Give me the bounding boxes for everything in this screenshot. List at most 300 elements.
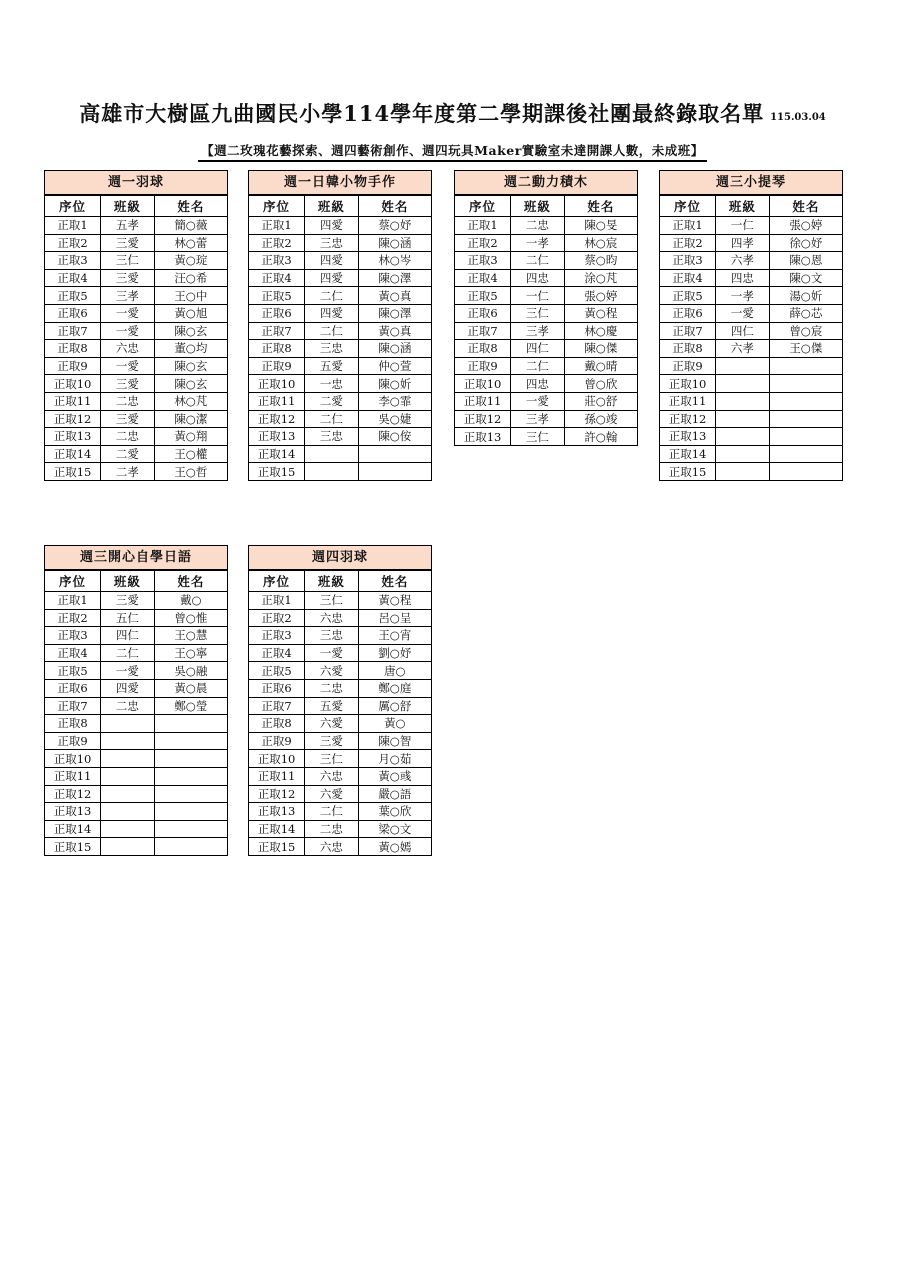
- name-cell: 黃○真: [358, 322, 431, 340]
- rank-cell: 正取3: [45, 627, 101, 645]
- table-row: [455, 217, 637, 235]
- column-header: 班級: [511, 196, 565, 217]
- rank-cell: 正取5: [45, 287, 101, 305]
- table-row: [249, 715, 431, 733]
- class-cell: 六愛: [305, 662, 359, 680]
- club-table-tue-power-blocks: [454, 170, 638, 446]
- name-cell: 戴○: [154, 592, 227, 610]
- table-row: [455, 252, 637, 270]
- name-cell: 張○婷: [769, 217, 842, 235]
- class-cell: 三愛: [101, 592, 155, 610]
- name-cell: 李○霏: [358, 392, 431, 410]
- class-cell: 四仁: [716, 322, 770, 340]
- table-row: [249, 357, 431, 375]
- rank-cell: 正取15: [45, 463, 101, 481]
- name-cell: 孫○竣: [564, 410, 637, 428]
- rank-cell: 正取5: [249, 287, 305, 305]
- rank-cell: 正取5: [455, 287, 511, 305]
- table-row: [45, 679, 227, 697]
- table-row: [45, 838, 227, 856]
- rank-cell: 正取13: [249, 803, 305, 821]
- name-cell: 曾○欣: [564, 375, 637, 393]
- column-header: 姓名: [769, 196, 842, 217]
- name-cell: 陳○潔: [154, 410, 227, 428]
- class-cell: 三忠: [305, 234, 359, 252]
- rank-cell: 正取8: [249, 715, 305, 733]
- class-cell: 二忠: [101, 428, 155, 446]
- class-cell: 一仁: [716, 217, 770, 235]
- column-header: 序位: [660, 196, 716, 217]
- class-cell: 一忠: [305, 375, 359, 393]
- name-cell: [154, 732, 227, 750]
- table-row: [249, 322, 431, 340]
- rank-cell: 正取7: [660, 322, 716, 340]
- rank-cell: 正取7: [45, 322, 101, 340]
- class-cell: 一愛: [305, 644, 359, 662]
- class-cell: 二仁: [511, 357, 565, 375]
- class-cell: [101, 750, 155, 768]
- class-cell: 六忠: [101, 340, 155, 358]
- column-header-row: [249, 196, 431, 217]
- class-cell: 三愛: [101, 234, 155, 252]
- name-cell: [154, 785, 227, 803]
- name-cell: [154, 715, 227, 733]
- class-cell: 三仁: [101, 252, 155, 270]
- table-row: [660, 217, 842, 235]
- table-row: [249, 785, 431, 803]
- note-text: 【週二玫瑰花藝探索、週四藝術創作、週四玩具Maker實驗室未達開課人數，未成班】: [198, 141, 707, 162]
- club-table-mon-jk-handcraft: [248, 170, 432, 481]
- table-row: [45, 375, 227, 393]
- name-cell: 陳○玄: [154, 375, 227, 393]
- table-row: [45, 252, 227, 270]
- class-cell: 六愛: [305, 785, 359, 803]
- name-cell: 蔡○昀: [564, 252, 637, 270]
- class-cell: 三孝: [511, 410, 565, 428]
- name-cell: 月○茹: [358, 750, 431, 768]
- rank-cell: 正取12: [45, 410, 101, 428]
- rank-cell: 正取9: [45, 732, 101, 750]
- table-row: [249, 750, 431, 768]
- table-row: [455, 375, 637, 393]
- name-cell: 曾○宸: [769, 322, 842, 340]
- name-cell: 陳○涵: [358, 340, 431, 358]
- table-row: [249, 662, 431, 680]
- class-cell: 三忠: [305, 428, 359, 446]
- name-cell: 厲○舒: [358, 697, 431, 715]
- class-cell: 三愛: [305, 732, 359, 750]
- class-cell: 六孝: [716, 340, 770, 358]
- column-header-row: [455, 196, 637, 217]
- class-cell: 三忠: [305, 627, 359, 645]
- table-row: [249, 375, 431, 393]
- table-row: [249, 340, 431, 358]
- name-cell: 陳○侒: [358, 428, 431, 446]
- class-cell: 三仁: [305, 592, 359, 610]
- class-cell: 六愛: [305, 715, 359, 733]
- rank-cell: 正取4: [660, 269, 716, 287]
- name-cell: 陳○妡: [358, 375, 431, 393]
- rank-cell: 正取9: [45, 357, 101, 375]
- table-row: [455, 392, 637, 410]
- class-cell: 四仁: [511, 340, 565, 358]
- column-header: 姓名: [154, 571, 227, 592]
- column-header: 班級: [305, 196, 359, 217]
- table-row: [660, 357, 842, 375]
- class-cell: [716, 463, 770, 481]
- name-cell: [154, 820, 227, 838]
- name-cell: 薛○芯: [769, 304, 842, 322]
- name-cell: 陳○涵: [358, 234, 431, 252]
- class-cell: 三愛: [101, 269, 155, 287]
- column-header: 班級: [101, 196, 155, 217]
- table-row: [249, 732, 431, 750]
- table-row: [660, 445, 842, 463]
- name-cell: 陳○文: [769, 269, 842, 287]
- rank-cell: 正取12: [249, 410, 305, 428]
- name-cell: 汪○希: [154, 269, 227, 287]
- class-cell: [716, 357, 770, 375]
- table-row: [455, 428, 637, 446]
- table-row: [455, 322, 637, 340]
- class-cell: 六孝: [716, 252, 770, 270]
- table-title-mon-jk-handcraft: 週一日韓小物手作: [249, 171, 431, 195]
- name-cell: 呂○呈: [358, 609, 431, 627]
- name-cell: [769, 357, 842, 375]
- name-cell: 林○蕾: [154, 234, 227, 252]
- rank-cell: 正取15: [660, 463, 716, 481]
- rank-cell: 正取10: [455, 375, 511, 393]
- rank-cell: 正取6: [45, 679, 101, 697]
- column-header: 序位: [45, 571, 101, 592]
- table-row: [45, 715, 227, 733]
- class-cell: 五孝: [101, 217, 155, 235]
- class-cell: 四忠: [716, 269, 770, 287]
- column-header: 班級: [305, 571, 359, 592]
- column-header: 姓名: [564, 196, 637, 217]
- name-cell: 王○慧: [154, 627, 227, 645]
- class-cell: 三仁: [511, 304, 565, 322]
- name-cell: 鄭○庭: [358, 679, 431, 697]
- name-cell: 黃○旭: [154, 304, 227, 322]
- table-row: [45, 287, 227, 305]
- column-header: 姓名: [358, 196, 431, 217]
- class-cell: [716, 445, 770, 463]
- rank-cell: 正取9: [660, 357, 716, 375]
- table-row: [45, 697, 227, 715]
- rank-cell: 正取11: [660, 392, 716, 410]
- table-row: [45, 428, 227, 446]
- rank-cell: 正取14: [45, 445, 101, 463]
- class-cell: 一愛: [101, 322, 155, 340]
- rank-cell: 正取13: [249, 428, 305, 446]
- rank-cell: 正取5: [45, 662, 101, 680]
- class-cell: [101, 767, 155, 785]
- table-row: [249, 644, 431, 662]
- name-cell: 戴○晴: [564, 357, 637, 375]
- name-cell: 王○寧: [154, 644, 227, 662]
- name-cell: 湯○妡: [769, 287, 842, 305]
- class-cell: 一愛: [101, 662, 155, 680]
- rank-cell: 正取12: [249, 785, 305, 803]
- rank-cell: 正取4: [249, 269, 305, 287]
- rank-cell: 正取15: [45, 838, 101, 856]
- class-cell: [716, 410, 770, 428]
- rank-cell: 正取2: [45, 609, 101, 627]
- rank-cell: 正取11: [249, 767, 305, 785]
- name-cell: [769, 445, 842, 463]
- rank-cell: 正取7: [249, 322, 305, 340]
- rank-cell: 正取10: [249, 750, 305, 768]
- rank-cell: 正取3: [45, 252, 101, 270]
- table-row: [660, 304, 842, 322]
- table-row: [45, 820, 227, 838]
- name-cell: [154, 750, 227, 768]
- table-row: [249, 820, 431, 838]
- table-row: [249, 410, 431, 428]
- table-row: [45, 750, 227, 768]
- document-note: [0, 140, 905, 162]
- rank-cell: 正取6: [660, 304, 716, 322]
- class-cell: 二仁: [101, 644, 155, 662]
- class-cell: 二仁: [305, 287, 359, 305]
- rank-cell: 正取11: [45, 392, 101, 410]
- table-row: [249, 838, 431, 856]
- table-row: [45, 445, 227, 463]
- rank-cell: 正取9: [455, 357, 511, 375]
- class-cell: 一仁: [511, 287, 565, 305]
- club-table-mon-badminton: [44, 170, 228, 481]
- class-cell: 四愛: [305, 252, 359, 270]
- table-row: [45, 322, 227, 340]
- name-cell: 黃○彧: [358, 767, 431, 785]
- rank-cell: 正取6: [45, 304, 101, 322]
- table-row: [249, 803, 431, 821]
- column-header: 姓名: [154, 196, 227, 217]
- name-cell: 鄭○瑩: [154, 697, 227, 715]
- table-row: [249, 609, 431, 627]
- class-cell: 四仁: [101, 627, 155, 645]
- rank-cell: 正取13: [660, 428, 716, 446]
- name-cell: 黃○程: [564, 304, 637, 322]
- class-cell: 三愛: [101, 410, 155, 428]
- table-row: [455, 234, 637, 252]
- rank-cell: 正取4: [45, 644, 101, 662]
- rank-cell: 正取1: [45, 592, 101, 610]
- name-cell: 梁○文: [358, 820, 431, 838]
- table-row: [660, 269, 842, 287]
- table-row: [45, 592, 227, 610]
- class-cell: [716, 428, 770, 446]
- table-title-thu-badminton: 週四羽球: [249, 546, 431, 570]
- name-cell: 黃○翔: [154, 428, 227, 446]
- name-cell: 王○傑: [769, 340, 842, 358]
- table-row: [45, 662, 227, 680]
- table-row: [660, 375, 842, 393]
- table-title-wed-japanese: 週三開心自學日語: [45, 546, 227, 570]
- table-row: [45, 410, 227, 428]
- table-row: [660, 463, 842, 481]
- rank-cell: 正取14: [249, 820, 305, 838]
- table-title-mon-badminton: 週一羽球: [45, 171, 227, 195]
- table-row: [455, 410, 637, 428]
- title-text: 高雄市大樹區九曲國民小學114學年度第二學期課後社團最終錄取名單: [79, 101, 765, 126]
- table-row: [249, 679, 431, 697]
- name-cell: 陳○玄: [154, 357, 227, 375]
- class-cell: 一愛: [716, 304, 770, 322]
- name-cell: 陳○恩: [769, 252, 842, 270]
- rank-cell: 正取11: [455, 392, 511, 410]
- rank-cell: 正取6: [249, 304, 305, 322]
- rank-cell: 正取11: [45, 767, 101, 785]
- table-row: [249, 287, 431, 305]
- name-cell: 黃○程: [358, 592, 431, 610]
- class-cell: [101, 803, 155, 821]
- rank-cell: 正取2: [249, 609, 305, 627]
- class-cell: 五愛: [305, 357, 359, 375]
- name-cell: 陳○旻: [564, 217, 637, 235]
- table-row: [45, 732, 227, 750]
- table-row: [45, 767, 227, 785]
- table-row: [249, 269, 431, 287]
- rank-cell: 正取3: [660, 252, 716, 270]
- table-row: [249, 767, 431, 785]
- rank-cell: 正取10: [249, 375, 305, 393]
- table-row: [249, 392, 431, 410]
- rank-cell: 正取2: [660, 234, 716, 252]
- class-cell: 一愛: [101, 304, 155, 322]
- name-cell: [154, 838, 227, 856]
- table-row: [660, 340, 842, 358]
- name-cell: 黃○琔: [154, 252, 227, 270]
- column-header: 序位: [45, 196, 101, 217]
- class-cell: 一孝: [511, 234, 565, 252]
- class-cell: 三仁: [305, 750, 359, 768]
- name-cell: [769, 375, 842, 393]
- rank-cell: 正取3: [249, 252, 305, 270]
- class-cell: 一愛: [101, 357, 155, 375]
- table-row: [249, 234, 431, 252]
- rank-cell: 正取8: [660, 340, 716, 358]
- rank-cell: 正取15: [249, 838, 305, 856]
- table-row: [249, 463, 431, 481]
- table-row: [455, 269, 637, 287]
- rank-cell: 正取1: [45, 217, 101, 235]
- rank-cell: 正取2: [455, 234, 511, 252]
- table-title-tue-power-blocks: 週二動力積木: [455, 171, 637, 195]
- class-cell: 二忠: [305, 679, 359, 697]
- name-cell: [769, 410, 842, 428]
- name-cell: 黃○嫣: [358, 838, 431, 856]
- class-cell: [305, 463, 359, 481]
- column-header: 序位: [249, 196, 305, 217]
- rank-cell: 正取12: [45, 785, 101, 803]
- class-cell: 二孝: [101, 463, 155, 481]
- rank-cell: 正取14: [660, 445, 716, 463]
- name-cell: 林○宸: [564, 234, 637, 252]
- class-cell: 四愛: [305, 304, 359, 322]
- table-row: [45, 627, 227, 645]
- name-cell: 陳○澤: [358, 304, 431, 322]
- name-cell: 黃○真: [358, 287, 431, 305]
- column-header-row: [249, 571, 431, 592]
- class-cell: 三孝: [101, 287, 155, 305]
- rank-cell: 正取14: [45, 820, 101, 838]
- table-row: [45, 217, 227, 235]
- name-cell: 黃○晨: [154, 679, 227, 697]
- class-cell: 三仁: [511, 428, 565, 446]
- name-cell: 唐○: [358, 662, 431, 680]
- class-cell: 二仁: [305, 322, 359, 340]
- table-row: [249, 627, 431, 645]
- table-row: [660, 428, 842, 446]
- class-cell: 一孝: [716, 287, 770, 305]
- rank-cell: 正取7: [249, 697, 305, 715]
- name-cell: 林○芃: [154, 392, 227, 410]
- document-title: [0, 98, 905, 128]
- rank-cell: 正取4: [45, 269, 101, 287]
- class-cell: 四愛: [101, 679, 155, 697]
- rank-cell: 正取13: [45, 803, 101, 821]
- rank-cell: 正取5: [660, 287, 716, 305]
- class-cell: 四愛: [305, 217, 359, 235]
- table-row: [45, 392, 227, 410]
- rank-cell: 正取9: [249, 357, 305, 375]
- club-table-wed-violin: [659, 170, 843, 481]
- document-date: 115.03.04: [770, 112, 826, 123]
- table-row: [660, 392, 842, 410]
- table-row: [249, 217, 431, 235]
- rank-cell: 正取9: [249, 732, 305, 750]
- table-row: [455, 304, 637, 322]
- club-table-thu-badminton: [248, 545, 432, 856]
- name-cell: 陳○玄: [154, 322, 227, 340]
- name-cell: 簡○薇: [154, 217, 227, 235]
- rank-cell: 正取1: [660, 217, 716, 235]
- name-cell: [358, 445, 431, 463]
- rank-cell: 正取6: [249, 679, 305, 697]
- name-cell: [769, 463, 842, 481]
- class-cell: 二忠: [511, 217, 565, 235]
- rank-cell: 正取8: [45, 715, 101, 733]
- rank-cell: 正取8: [249, 340, 305, 358]
- rank-cell: 正取14: [249, 445, 305, 463]
- table-title-wed-violin: 週三小提琴: [660, 171, 842, 195]
- class-cell: 一愛: [511, 392, 565, 410]
- name-cell: 徐○妤: [769, 234, 842, 252]
- rank-cell: 正取8: [45, 340, 101, 358]
- rank-cell: 正取8: [455, 340, 511, 358]
- class-cell: 六忠: [305, 609, 359, 627]
- rank-cell: 正取12: [455, 410, 511, 428]
- rank-cell: 正取10: [45, 375, 101, 393]
- name-cell: 張○婷: [564, 287, 637, 305]
- class-cell: 六忠: [305, 767, 359, 785]
- class-cell: 三愛: [101, 375, 155, 393]
- name-cell: 林○慶: [564, 322, 637, 340]
- table-row: [45, 340, 227, 358]
- table-row: [660, 287, 842, 305]
- name-cell: [154, 767, 227, 785]
- table-row: [45, 357, 227, 375]
- name-cell: 陳○傑: [564, 340, 637, 358]
- rank-cell: 正取12: [660, 410, 716, 428]
- column-header: 序位: [455, 196, 511, 217]
- column-header: 班級: [101, 571, 155, 592]
- rank-cell: 正取5: [249, 662, 305, 680]
- class-cell: 二忠: [305, 820, 359, 838]
- class-cell: [716, 375, 770, 393]
